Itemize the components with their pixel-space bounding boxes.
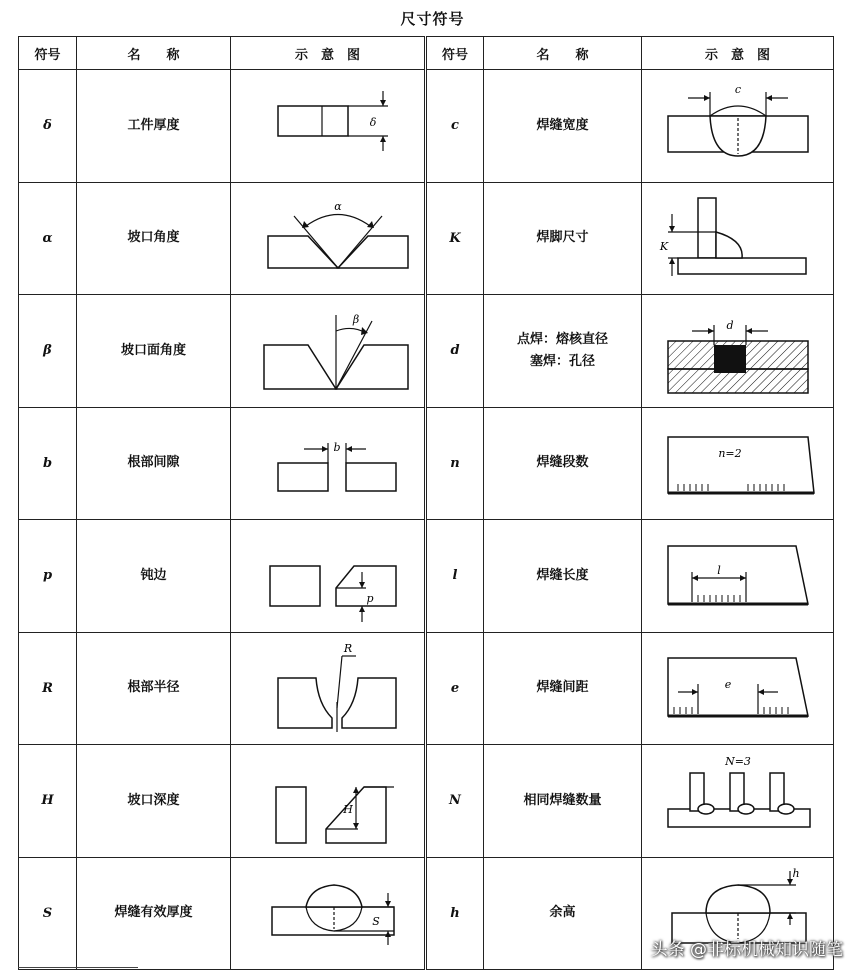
diagram-label: N=3 <box>724 754 751 768</box>
name-cell <box>77 520 231 633</box>
name-cell <box>77 70 231 183</box>
symbol-cell: H <box>19 745 77 858</box>
diagram-label: b <box>332 441 341 455</box>
weld-spacing-diagram <box>642 632 834 745</box>
same-weld-count-diagram <box>642 745 834 858</box>
root-face-diagram <box>231 520 426 633</box>
diagram-label: p <box>365 591 374 605</box>
header-name: 名 称 <box>77 37 231 70</box>
diagram-label: α <box>333 200 342 214</box>
name-cell <box>77 857 231 970</box>
name-line: 焊缝长度 <box>536 567 589 583</box>
weld-spacing-diagram-svg <box>648 638 828 738</box>
name-cell <box>77 295 231 408</box>
table-row <box>19 520 834 633</box>
dimension-symbol-table <box>18 36 834 970</box>
groove-face-angle-diagram-svg <box>238 301 418 401</box>
name-line: 相同焊缝数量 <box>523 792 602 808</box>
name-cell <box>77 182 231 295</box>
weld-segments-diagram <box>642 407 834 520</box>
name-cell <box>484 520 642 633</box>
name-cell <box>484 295 642 408</box>
diagram-label: S <box>371 915 380 929</box>
root-gap-diagram-svg <box>238 413 418 513</box>
header-figure: 示 意 图 <box>231 37 426 70</box>
name-line: 根部间隙 <box>127 455 180 471</box>
groove-depth-diagram <box>231 745 426 858</box>
name-cell <box>484 70 642 183</box>
symbol-cell: R <box>19 632 77 745</box>
symbol-cell: p <box>19 520 77 633</box>
name-cell <box>77 745 231 858</box>
symbol-cell: N <box>426 745 484 858</box>
table-row <box>19 182 834 295</box>
diagram-label: e <box>724 678 731 692</box>
header-name: 名 称 <box>484 37 642 70</box>
diagram-label: β <box>352 312 359 326</box>
name-line: 焊缝有效厚度 <box>114 905 193 921</box>
diagram-label: d <box>725 318 734 332</box>
table-row <box>19 70 834 183</box>
page-title: 尺寸符号 <box>400 10 465 28</box>
groove-angle-diagram-svg <box>238 188 418 288</box>
header-symbol: 符号 <box>426 37 484 70</box>
nugget-diameter-diagram <box>642 295 834 408</box>
diagram-label: δ <box>369 115 376 129</box>
diagram-label: h <box>791 867 800 881</box>
weld-length-diagram-svg <box>648 526 828 626</box>
weld-width-diagram <box>642 70 834 183</box>
name-cell <box>77 407 231 520</box>
table-row <box>19 745 834 858</box>
name-line: 坡口深度 <box>127 792 180 808</box>
name-line: 工件厚度 <box>127 117 180 133</box>
symbol-cell: S <box>19 857 77 970</box>
name-cell <box>484 857 642 970</box>
fillet-leg-diagram <box>642 182 834 295</box>
symbol-cell: h <box>426 857 484 970</box>
header-figure: 示 意 图 <box>642 37 834 70</box>
table-row <box>19 295 834 408</box>
diagram-label: R <box>343 642 352 656</box>
name-line: 钝边 <box>140 567 167 583</box>
name-cell <box>484 407 642 520</box>
nugget-diameter-diagram-svg <box>648 301 828 401</box>
symbol-cell: d <box>426 295 484 408</box>
name-line: 余高 <box>549 905 576 921</box>
symbol-cell: α <box>19 182 77 295</box>
symbol-cell: e <box>426 632 484 745</box>
name-line: 坡口角度 <box>127 230 180 246</box>
name-line: 焊缝宽度 <box>536 117 589 133</box>
name-cell <box>484 632 642 745</box>
same-weld-count-diagram-svg <box>648 751 828 851</box>
name-line: 焊缝段数 <box>536 455 589 471</box>
effective-throat-diagram-svg <box>238 863 418 963</box>
groove-face-angle-diagram <box>231 295 426 408</box>
weld-segments-diagram-svg <box>648 413 828 513</box>
symbol-cell: c <box>426 70 484 183</box>
root-gap-diagram <box>231 407 426 520</box>
groove-angle-diagram <box>231 182 426 295</box>
name-line: 坡口面角度 <box>120 342 186 358</box>
name-line: 焊缝间距 <box>536 680 589 696</box>
symbol-cell: b <box>19 407 77 520</box>
symbol-cell: δ <box>19 70 77 183</box>
name-cell <box>484 182 642 295</box>
diagram-label: l <box>716 563 721 577</box>
name-line: 根部半径 <box>127 680 180 696</box>
groove-depth-diagram-svg <box>238 751 418 851</box>
diagram-label: n=2 <box>717 447 742 461</box>
name-cell <box>77 632 231 745</box>
table-row <box>19 632 834 745</box>
root-face-diagram-svg <box>238 526 418 626</box>
table-header-row <box>19 37 834 70</box>
diagram-label: c <box>734 82 741 96</box>
symbol-cell: K <box>426 182 484 295</box>
diagram-label: K <box>659 240 668 254</box>
workpiece-thickness-diagram-svg <box>238 76 418 176</box>
bottom-rule <box>18 967 138 968</box>
name-cell <box>484 745 642 858</box>
diagram-label: H <box>342 802 353 816</box>
name-line: 塞焊：孔径 <box>529 353 595 369</box>
header-symbol: 符号 <box>19 37 77 70</box>
symbol-cell: β <box>19 295 77 408</box>
watermark: 头条 @非标机械知识随笔 <box>650 940 843 960</box>
symbol-cell: n <box>426 407 484 520</box>
weld-width-diagram-svg <box>648 76 828 176</box>
name-line: 焊脚尺寸 <box>536 230 589 246</box>
root-radius-diagram-svg <box>238 638 418 738</box>
name-line: 点焊：熔核直径 <box>516 331 608 347</box>
table-row <box>19 407 834 520</box>
fillet-leg-diagram-svg <box>648 188 828 288</box>
root-radius-diagram <box>231 632 426 745</box>
symbol-cell: l <box>426 520 484 633</box>
workpiece-thickness-diagram <box>231 70 426 183</box>
effective-throat-diagram <box>231 857 426 970</box>
weld-length-diagram <box>642 520 834 633</box>
